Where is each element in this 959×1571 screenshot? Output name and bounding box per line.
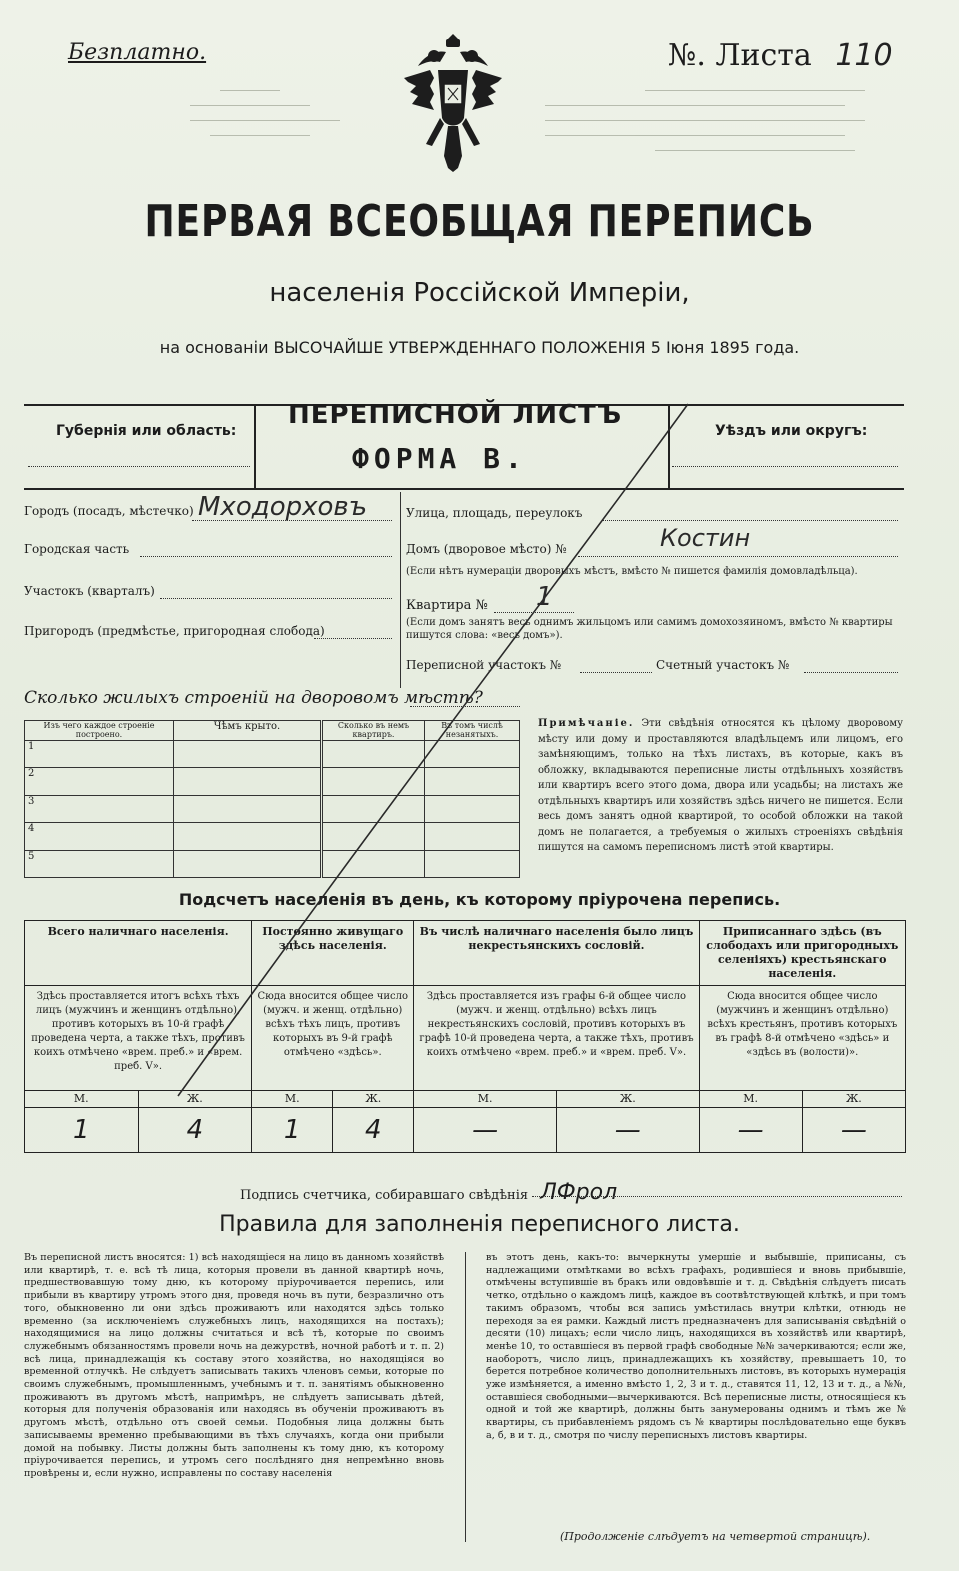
group-head: Приписаннаго здѣсь (въ слободахъ или пригородныхъ селеніяхъ) крестьянскаго населенія.: [699, 921, 905, 986]
nonpeasant-female-value: —: [556, 1108, 699, 1153]
city-label: Городъ (посадъ, мѣстечко): [24, 504, 194, 518]
table-row: 5: [25, 850, 520, 877]
rules-right-column: въ этотъ день, какъ-то: вычеркнуты умершіе и выбывшіе, приписаны, съ надлежащими отмѣтками во всѣхъ графахъ, родившіеся и вновь прибывшіе, отмѣчены вступившіе въ бракъ или овдовѣвшіе и т. д. Свѣдѣнія слѣдуетъ писать четко, отдѣльно о каждомъ лицѣ, каждое въ соотвѣтствующей клѣткѣ, и при томъ такимъ образомъ, чтобы вся запись умѣстилась внутри клѣтки, отнюдь не переходя за ея рамки. Каждый листъ предназначенъ для записыванія свѣдѣній о десяти (10) лицахъ; если число лицъ, находящихся въ хозяйствѣ или квартирѣ, менѣе 10, то оставшіеся въ первой графѣ свободные №№ зачеркиваются; если же, наоборотъ, число лицъ, принадлежащихъ къ хозяйству, превышаетъ 10, то берется потребное количество дополнительныхъ листовъ, въ которыхъ нумерація уже измѣняется, а именно вмѣсто 1, 2, 3 и т. д., ставятся 11, 12, 13 и т. д., а №№, оставшіеся свободными—вычеркиваются. Всѣ переписные листы, относящіеся къ одной и той же квартирѣ, должны быть занумерованы однимъ и тѣмъ же № квартиры, съ прибавленіемъ рядомъ съ № квартиры послѣдовательно еще буквъ а, б, в и т. д., смотря по числу переписныхъ листовъ квартиры.: [486, 1252, 906, 1441]
double-headed-eagle-emblem: [398, 30, 508, 180]
population-table: [24, 920, 906, 1153]
guberniya-line: [28, 466, 250, 467]
city-part-label: Городская часть: [24, 542, 130, 556]
peasant-female-value: —: [802, 1108, 905, 1153]
group-desc: Здѣсь проставляется итогъ всѣхъ тѣхъ лицъ (мужчинъ и женщинъ отдѣльно), противъ которыхъ въ 10-й графѣ проведена черта, а также тѣхъ, противъ коихъ отмѣчено «врем. преб.» и «врем. преб. V».: [25, 986, 252, 1091]
table-row: 4: [25, 823, 520, 850]
document-subtitle: населенія Россійской Имперіи,: [269, 278, 690, 308]
f-header: Ж.: [802, 1091, 905, 1108]
f-header: Ж.: [138, 1091, 252, 1108]
m-header: М.: [252, 1091, 333, 1108]
house-value: Костин: [660, 524, 751, 552]
suburb-label: Пригородъ (предмѣстье, пригородная слобода): [24, 624, 325, 638]
guberniya-label: Губернія или область:: [56, 423, 237, 439]
suburb-line: [314, 638, 392, 639]
peasant-male-value: —: [699, 1108, 802, 1153]
address-divider: [400, 492, 401, 688]
col-vacant: Въ томъ числѣ незанятыхъ.: [425, 721, 520, 741]
m-header: М.: [699, 1091, 802, 1108]
apt-note: (Если домъ занятъ весь однимъ жильцомъ или самимъ домохозяиномъ, вмѣсто № квартиры пишутся слова: «весь домъ»).: [406, 617, 893, 641]
population-title: Подсчетъ населенія въ день, къ которому пріурочена перепись.: [178, 890, 781, 909]
precinct-line: [160, 598, 392, 599]
f-header: Ж.: [333, 1091, 414, 1108]
street-line: [602, 520, 898, 521]
counting-district-label: Счетный участокъ №: [656, 658, 790, 672]
rules-left-column: Въ переписной листъ вносятся: 1) всѣ находящіеся на лицо въ данномъ хозяйствѣ или квартирѣ, т. е. всѣ тѣ лица, которыя провели въ данной квартирѣ ночь, предшествовавшую тому дню, къ которому пріурочивается перепись, или прибыли въ квартиру утромъ этого дня, проведя ночь въ пути, безразлично отъ того, обыкновенно ли они здѣсь проживаютъ или находятся здѣсь только временно (за исключеніемъ служебныхъ лицъ, находящихся на постахъ); находящимися на лицо должны считаться и всѣ тѣ, которые по своимъ служебнымъ обязанностямъ провели ночь на дежурствѣ, ночной работѣ и т. п. 2) всѣ лица, принадлежащія къ составу этого хозяйства, но находящіяся во временной отлучкѣ. Не слѣдуетъ записывать такихъ членовъ семьи, которые по своимъ служебнымъ, промышленнымъ, учебнымъ и т. п. занятіямъ обыкновенно проживаютъ въ другомъ мѣстѣ, напримѣръ, не слѣдуетъ записывать дѣтей, которыя для полученія образованія или находясь въ обученіи проживаютъ въ другомъ мѣстѣ, отдѣльно отъ своей семьи. Подобныя лица должны быть записываемы временно пребывающими въ тѣхъ случаяхъ, когда они прибыли домой на побывку. Листы должны быть заполнены къ тому дню, къ которому пріурочивается перепись, и утромъ сего послѣдняго дня непремѣнно вновь провѣрены и, если нужно, исправлены по составу населенія: [24, 1252, 444, 1479]
group-head: Всего наличнаго населенія.: [25, 921, 252, 986]
group-head: Въ числѣ наличнаго населенія было лицъ некрестьянскихъ сословій.: [414, 921, 699, 986]
document-basis: на основаніи ВЫСОЧАЙШЕ УТВЕРЖДЕННАГО ПОЛОЖЕНІЯ 5 Іюня 1895 года.: [159, 338, 800, 357]
census-district-label: Переписной участокъ №: [406, 658, 562, 672]
signature-line: [532, 1196, 902, 1197]
form-name: ПЕРЕПИСНОЙ ЛИСТЪ: [288, 400, 623, 430]
col-roof: Чѣмъ крыто.: [174, 721, 322, 741]
continued-note: (Продолженіе слѣдуетъ на четвертой страницѣ).: [560, 1530, 871, 1543]
signature-value: ЛФрол: [540, 1180, 618, 1205]
house-label: Домъ (дворовое мѣсто) №: [406, 542, 567, 556]
city-part-line: [140, 556, 392, 557]
group-desc: Сюда вносится общее число (мужч. и женщ. отдѣльно) всѣхъ тѣхъ лицъ, противъ которыхъ въ 9-й графѣ отмѣчено «здѣсь».: [252, 986, 414, 1091]
house-line: [578, 556, 898, 557]
table-row: 3: [25, 795, 520, 822]
rules-divider: [465, 1252, 466, 1542]
note-text: Эти свѣдѣнія относятся къ цѣлому дворовому мѣсту или дому и проставляются владѣльцемъ или лицомъ, его замѣняющимъ, только на тѣхъ листахъ, въ которые, какъ въ обложку, вкладываются переписные листы отдѣльныхъ хозяйствъ или квартиръ всего этого дома, двора или усадьбы; на листахъ же отдѣльныхъ квартиръ или хозяйствъ здѣсь ничего не пишется. Если весь домъ занятъ одной квартирой, то особой обложки на такой домъ не полагается, а требуемыя о жилыхъ строеніяхъ свѣдѣнія пишутся на самомъ переписномъ листѣ этой квартиры.: [538, 718, 903, 853]
m-header: М.: [25, 1091, 139, 1108]
permanent-female-value: 4: [333, 1108, 414, 1153]
sheet-number-value: 110: [835, 38, 893, 73]
note-label: Примѣчаніе.: [538, 718, 635, 729]
rules-title: Правила для заполненія переписного листа.: [219, 1212, 740, 1237]
free-label: Безплатно.: [68, 40, 207, 65]
sheet-number-label: №. Листа: [668, 38, 812, 73]
counting-district-line: [804, 672, 898, 673]
city-value: Мходорховъ: [198, 492, 368, 522]
house-note: (Если нѣтъ нумераціи дворовыхъ мѣстъ, вмѣсто № пишется фамилія домовладѣльца).: [406, 566, 858, 577]
group-desc: Сюда вносится общее число (мужчинъ и женщинъ отдѣльно) всѣхъ крестьянъ, противъ которыхъ въ графѣ 8-й отмѣчено «здѣсь» и «здѣсь въ (волости)».: [699, 986, 905, 1091]
f-header: Ж.: [556, 1091, 699, 1108]
signature-label: Подпись счетчика, собиравшаго свѣдѣнія: [240, 1188, 529, 1203]
nonpeasant-male-value: —: [414, 1108, 557, 1153]
permanent-male-value: 1: [252, 1108, 333, 1153]
group-desc: Здѣсь проставляется изъ графы 6-й общее число (мужч. и женщ. отдѣльно) всѣхъ лицъ некрестьянскихъ сословій, противъ которыхъ въ графѣ 10-й проведена черта, а также тѣхъ, противъ коихъ отмѣчено «врем. преб.» и «врем. преб. V».: [414, 986, 699, 1091]
note-block: [538, 716, 903, 856]
total-male-value: 1: [25, 1108, 139, 1153]
precinct-label: Участокъ (кварталъ): [24, 584, 155, 598]
table-row: 2: [25, 768, 520, 795]
buildings-table: [24, 720, 520, 878]
apt-line: [494, 612, 574, 613]
uezd-label: Уѣздъ или округъ:: [715, 423, 868, 439]
group-head: Постоянно живущаго здѣсь населенія.: [252, 921, 414, 986]
buildings-question-line: [410, 706, 520, 707]
col-apartments: Сколько въ немъ квартиръ.: [322, 721, 425, 741]
background-print-right: [535, 84, 875, 194]
uezd-line: [672, 466, 898, 467]
census-district-line: [580, 672, 652, 673]
document-title: ПЕРВАЯ ВСЕОБЩАЯ ПЕРЕПИСЬ: [144, 196, 815, 247]
form-letter: ФОРМА В.: [352, 442, 527, 475]
table-row: 1: [25, 741, 520, 768]
sheet-number-field: [668, 38, 893, 73]
m-header: М.: [414, 1091, 557, 1108]
signature-field: [240, 1180, 617, 1205]
background-print-left: [180, 84, 390, 184]
apt-value: 1: [536, 582, 553, 612]
col-material: Изъ чего каждое строеніе построено.: [25, 721, 174, 741]
street-label: Улица, площадь, переулокъ: [406, 506, 583, 520]
buildings-question: Сколько жилыхъ строеній на дворовомъ мѣстѣ?: [24, 688, 483, 708]
total-female-value: 4: [138, 1108, 252, 1153]
apt-label: Квартира №: [406, 598, 488, 613]
